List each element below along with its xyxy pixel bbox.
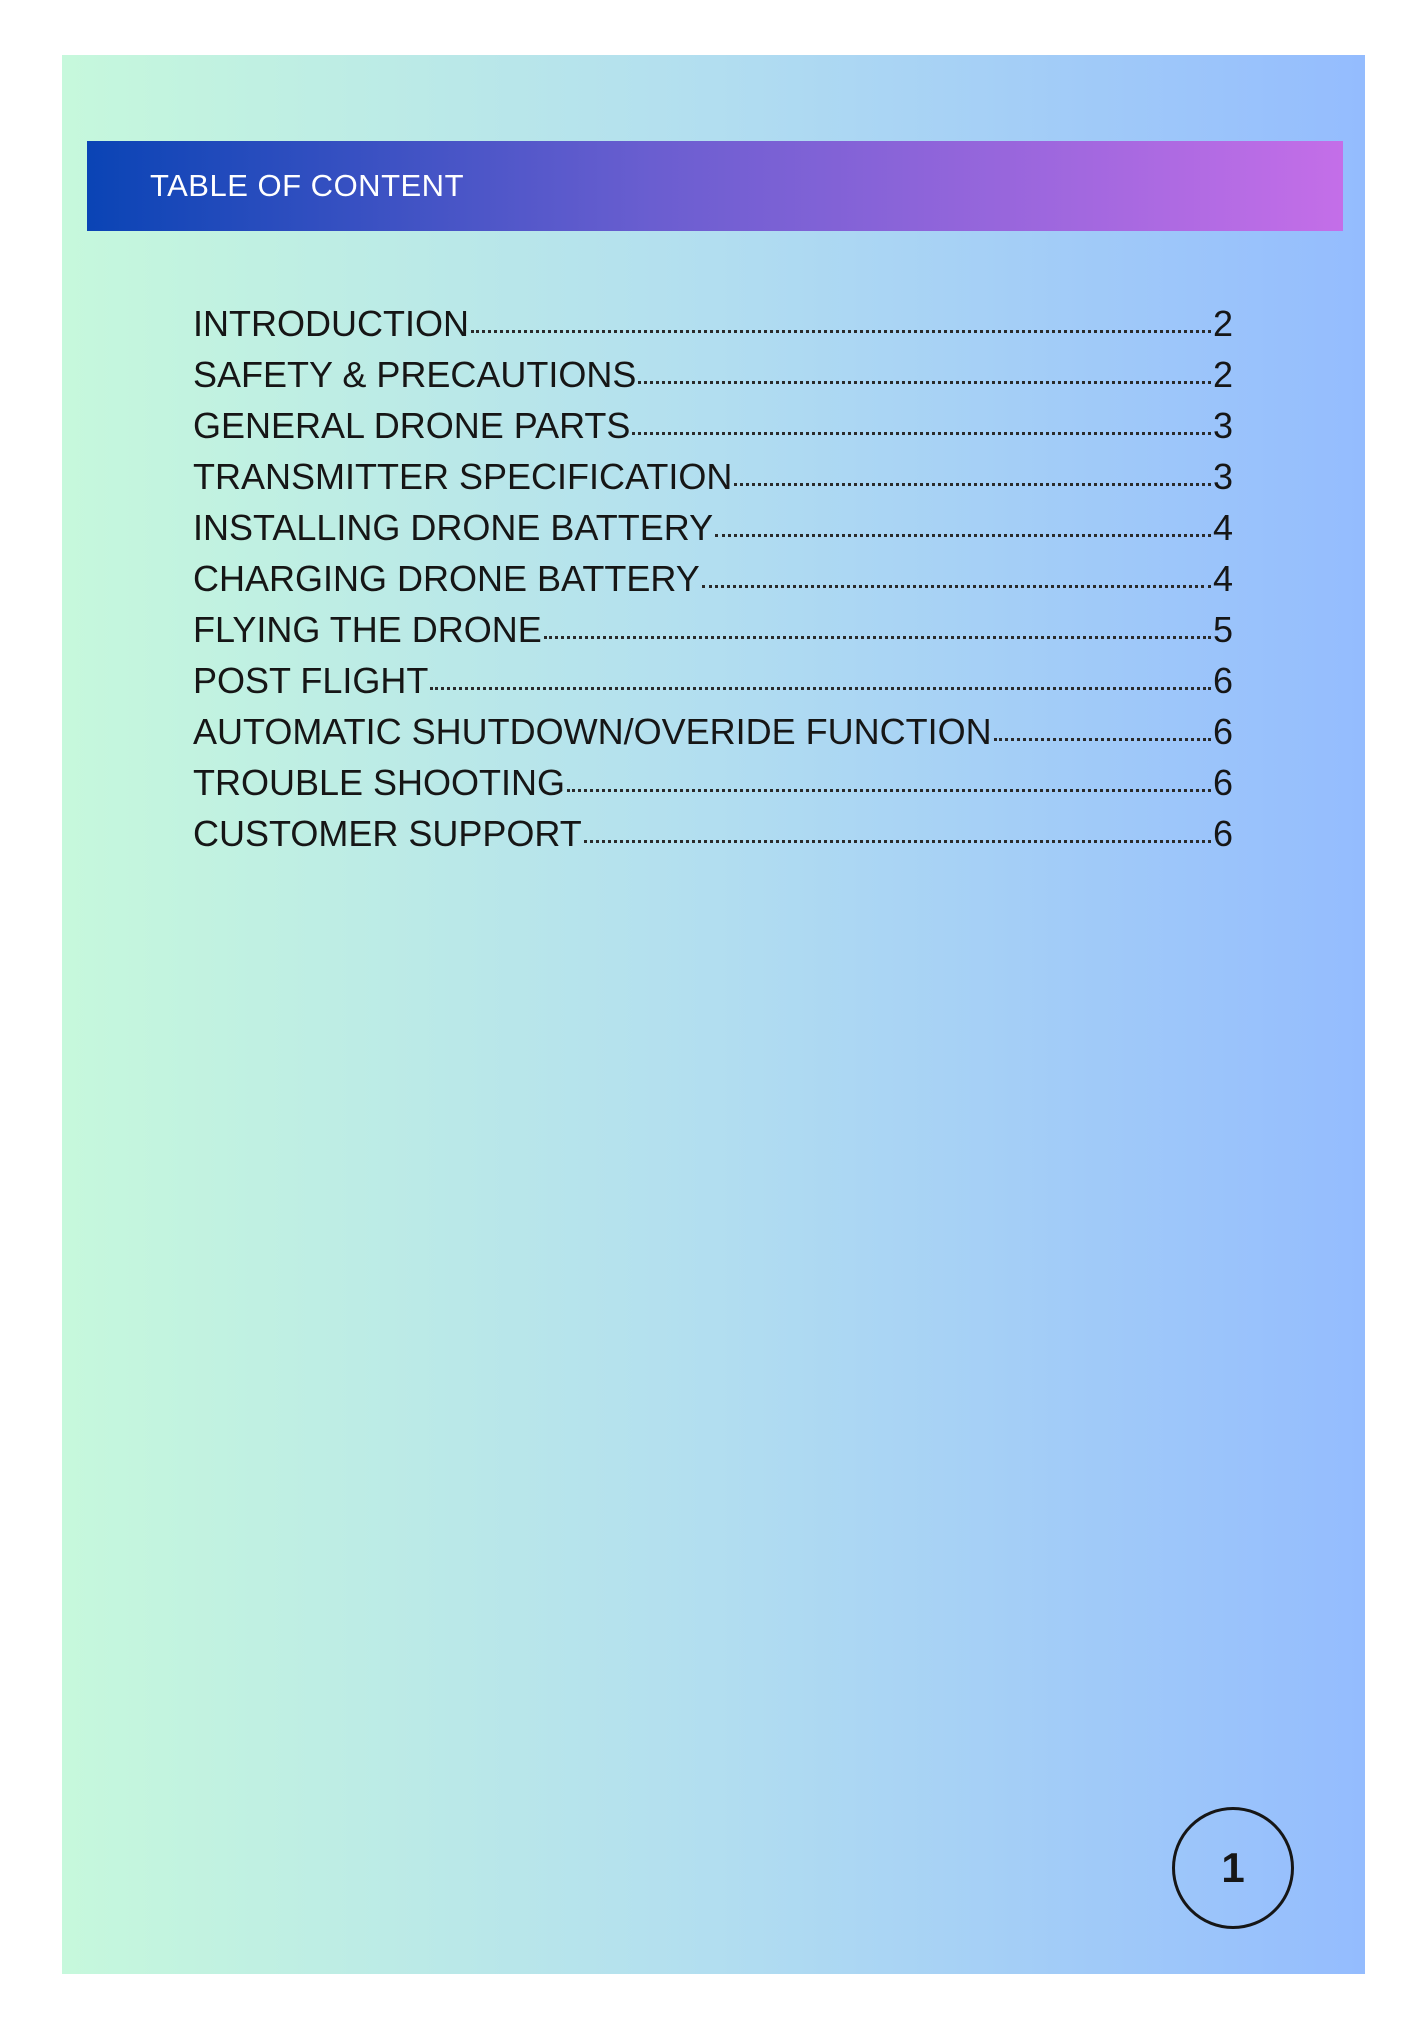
toc-entry-customer-support[interactable] — [193, 813, 1233, 864]
toc-entry-page: 3 — [1212, 456, 1233, 497]
toc-entry-page: 4 — [1212, 507, 1233, 548]
dot-leader — [994, 738, 1211, 741]
toc-entry-page: 6 — [1212, 711, 1233, 752]
header-bar — [87, 141, 1343, 231]
toc-entry-title: CHARGING DRONE BATTERY — [193, 558, 700, 599]
toc-entry-title: TRANSMITTER SPECIFICATION — [193, 456, 733, 497]
toc-entry-title: TROUBLE SHOOTING — [193, 762, 566, 803]
toc-entry-trouble-shooting[interactable] — [193, 762, 1233, 813]
toc-entry-transmitter-specification[interactable] — [193, 456, 1233, 507]
dot-leader — [430, 687, 1211, 690]
dot-leader — [544, 636, 1211, 639]
page-title: TABLE OF CONTENT — [150, 168, 465, 203]
toc-entry-post-flight[interactable] — [193, 660, 1233, 711]
toc-entry-title: INSTALLING DRONE BATTERY — [193, 507, 714, 548]
toc-entry-introduction[interactable] — [193, 303, 1233, 354]
toc-entry-page: 6 — [1212, 813, 1233, 854]
dot-leader — [734, 483, 1211, 486]
dot-leader — [638, 381, 1211, 384]
dot-leader — [567, 789, 1211, 792]
toc-entry-safety-precautions[interactable] — [193, 354, 1233, 405]
toc-entry-page: 2 — [1212, 354, 1233, 395]
toc-entry-title: FLYING THE DRONE — [193, 609, 542, 650]
toc-entry-title: INTRODUCTION — [193, 303, 469, 344]
toc-entry-page: 5 — [1212, 609, 1233, 650]
toc-entry-general-drone-parts[interactable] — [193, 405, 1233, 456]
toc-entry-page: 2 — [1212, 303, 1233, 344]
document-page — [62, 55, 1365, 1974]
toc-entry-flying-the-drone[interactable] — [193, 609, 1233, 660]
dot-leader — [702, 585, 1211, 588]
toc-entry-title: CUSTOMER SUPPORT — [193, 813, 582, 854]
toc-entry-page: 4 — [1212, 558, 1233, 599]
page-number-badge: 1 — [1172, 1807, 1294, 1929]
toc-entry-automatic-shutdown[interactable] — [193, 711, 1233, 762]
dot-leader — [584, 840, 1211, 843]
toc-entry-page: 3 — [1212, 405, 1233, 446]
dot-leader — [471, 330, 1211, 333]
dot-leader — [715, 534, 1211, 537]
toc-entry-page: 6 — [1212, 660, 1233, 701]
dot-leader — [632, 432, 1211, 435]
toc-entry-title: SAFETY & PRECAUTIONS — [193, 354, 637, 395]
toc-entry-title: POST FLIGHT — [193, 660, 429, 701]
toc-entry-title: GENERAL DRONE PARTS — [193, 405, 631, 446]
toc-entry-page: 6 — [1212, 762, 1233, 803]
toc-entry-charging-drone-battery[interactable] — [193, 558, 1233, 609]
table-of-contents — [193, 303, 1233, 864]
toc-entry-installing-drone-battery[interactable] — [193, 507, 1233, 558]
toc-entry-title: AUTOMATIC SHUTDOWN/OVERIDE FUNCTION — [193, 711, 992, 752]
